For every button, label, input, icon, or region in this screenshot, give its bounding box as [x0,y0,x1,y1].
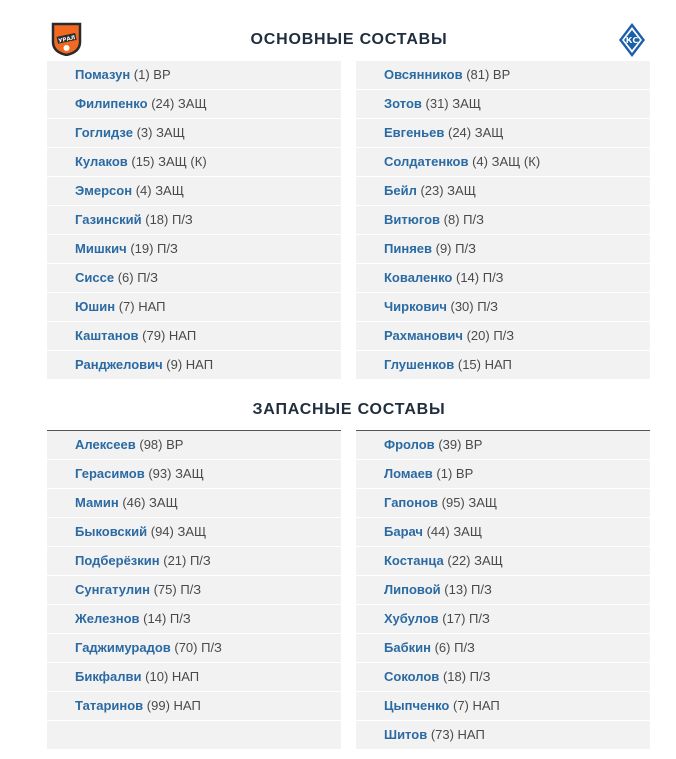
player-row [47,634,341,662]
player-number-position: (31) ЗАЩ [425,96,481,111]
player-number-position: (10) НАП [145,669,200,684]
player-row [356,518,650,546]
player-row [47,61,341,89]
player-row [47,605,341,633]
player-line [75,177,184,205]
player-row [47,721,341,749]
player-number-position: (79) НАП [142,328,197,343]
player-name-link[interactable]: Барач [384,524,423,539]
player-name-link[interactable]: Зотов [384,96,422,111]
player-row [356,264,650,292]
player-name-link[interactable]: Мамин [75,495,119,510]
player-name-link[interactable]: Подберёзкин [75,553,160,568]
player-row [356,460,650,488]
player-number-position: (1) ВР [133,67,171,82]
player-name-link[interactable]: Коваленко [384,270,453,285]
player-name-link[interactable]: Помазун [75,67,131,82]
player-line [384,206,484,234]
player-number-position: (75) П/З [153,582,202,597]
player-name-link[interactable]: Кулаков [75,154,128,169]
player-number-position: (13) П/З [444,582,492,597]
player-number-position: (44) ЗАЩ [426,524,483,539]
player-line [384,293,498,321]
player-row [356,605,650,633]
player-line [75,351,213,379]
player-number-position: (17) П/З [442,611,490,626]
ural-logo-text: УРАЛ [57,35,76,45]
player-line [384,547,503,575]
player-number-position: (4) ЗАЩ [135,183,184,198]
subs-left-list [47,430,341,750]
player-number-position: (95) ЗАЩ [441,495,498,510]
player-number-position: (24) ЗАЩ [448,125,504,140]
player-line [384,90,481,118]
player-line [384,351,512,379]
player-number-position: (15) НАП [457,357,512,372]
player-row [47,235,341,263]
player-number-position: (7) НАП [452,698,500,713]
player-row [47,351,341,379]
player-name-link[interactable]: Мишкич [75,241,127,256]
player-number-position: (73) НАП [430,727,485,742]
player-line [75,547,211,575]
player-line [75,235,178,263]
player-name-link[interactable]: Хубулов [384,611,439,626]
player-name-link[interactable]: Цыпченко [384,698,450,713]
player-number-position: (1) ВР [436,466,474,481]
player-name-link[interactable]: Чиркович [384,299,447,314]
player-number-position: (14) П/З [143,611,191,626]
player-line [384,460,473,488]
player-name-link[interactable]: Гаджимурадов [75,640,171,655]
player-line [75,518,206,546]
player-number-position: (39) ВР [438,437,483,452]
player-line [384,489,497,517]
player-line [75,90,207,118]
player-row [356,692,650,720]
player-row [47,489,341,517]
player-row [356,61,650,89]
player-name-link[interactable]: Герасимов [75,466,145,481]
player-row [356,547,650,575]
player-line [384,177,476,205]
player-number-position: (99) НАП [146,698,201,713]
player-number-position: (30) П/З [450,299,499,314]
player-number-position: (9) П/З [435,241,476,256]
player-line [75,692,201,720]
player-row [47,119,341,147]
player-row [47,430,341,459]
player-number-position: (19) П/З [130,241,178,256]
player-row [47,663,341,691]
player-row [47,518,341,546]
player-line [75,322,196,350]
player-name-link[interactable]: Быковский [75,524,148,539]
main-right-list [356,61,650,380]
player-name-link[interactable]: Рахманович [384,328,463,343]
player-row [356,235,650,263]
player-number-position: (6) П/З [117,270,159,285]
subs-lineups-title: ЗАПАСНЫЕ СОСТАВЫ [252,401,446,418]
player-line [75,264,158,292]
player-number-position: (81) ВР [466,67,511,82]
player-line [75,148,207,176]
player-line [75,605,191,633]
player-number-position: (14) П/З [456,270,504,285]
player-line [384,119,503,147]
player-number-position: (70) П/З [174,640,222,655]
player-name-link[interactable]: Бейл [384,183,417,198]
player-row [356,148,650,176]
player-line [384,235,476,263]
player-name-link[interactable]: Каштанов [75,328,139,343]
player-row [356,119,650,147]
player-line [75,460,204,488]
player-row [356,721,650,749]
player-number-position: (6) П/З [434,640,475,655]
player-name-link[interactable]: Филипенко [75,96,148,111]
player-line [75,634,222,662]
player-line [384,518,482,546]
player-name-link[interactable]: Железнов [75,611,140,626]
player-row [356,293,650,321]
player-line [384,605,490,633]
player-name-link[interactable]: Витюгов [384,212,441,227]
player-line [384,692,500,720]
player-line [384,264,504,292]
player-row [356,177,650,205]
player-number-position: (18) П/З [145,212,193,227]
player-row [356,663,650,691]
player-line [384,322,514,350]
player-name-link[interactable]: Соколов [384,669,440,684]
player-name-link[interactable]: Глушенков [384,357,455,372]
player-name-link[interactable]: Костанца [384,553,444,568]
player-number-position: (15) ЗАЩ (К) [131,154,207,169]
player-name-link[interactable]: Ломаев [384,466,433,481]
player-row [47,148,341,176]
player-name-link[interactable]: Алексеев [75,437,136,452]
player-name-link[interactable]: Газинский [75,212,142,227]
player-number-position: (23) ЗАЩ [420,183,476,198]
player-name-link[interactable]: Бикфалви [75,669,142,684]
player-line [384,148,540,176]
player-line [75,489,178,517]
player-line [75,431,183,459]
player-row [356,322,650,350]
player-name-link[interactable]: Пиняев [384,241,432,256]
player-line [384,431,482,459]
player-line [75,663,199,691]
player-name-link[interactable]: Сунгатулин [75,582,150,597]
player-row [356,90,650,118]
player-line [75,119,185,147]
player-line [384,61,510,89]
player-name-link[interactable]: Сиссе [75,270,115,285]
player-number-position: (3) ЗАЩ [136,125,185,140]
player-name-link[interactable]: Гапонов [384,495,439,510]
player-row [47,547,341,575]
player-number-position: (46) ЗАЩ [122,495,178,510]
player-number-position: (21) П/З [163,553,211,568]
player-number-position: (18) П/З [442,669,491,684]
player-name-link[interactable]: Юшин [75,299,116,314]
player-row [47,90,341,118]
subs-right-list [356,430,650,750]
player-row [47,322,341,350]
player-number-position: (98) ВР [139,437,184,452]
player-number-position: (22) ЗАЩ [447,553,503,568]
player-number-position: (9) НАП [166,357,214,372]
player-row [356,489,650,517]
player-line [384,721,485,749]
player-number-position: (4) ЗАЩ (К) [472,154,541,169]
main-left-list [47,61,341,380]
player-row [47,692,341,720]
player-number-position: (24) ЗАЩ [151,96,207,111]
player-line [75,576,201,604]
player-row [47,460,341,488]
main-lineups-title: ОСНОВНЫЕ СОСТАВЫ [250,31,448,48]
player-line [384,634,475,662]
krylia-logo-text: КС [625,36,639,45]
player-number-position: (20) П/З [466,328,515,343]
player-name-link[interactable]: Фролов [384,437,435,452]
player-name-link[interactable]: Шитов [384,727,428,742]
player-name-link[interactable]: Овсянников [384,67,463,82]
player-row [47,576,341,604]
player-line [384,576,492,604]
player-row [356,206,650,234]
player-row [47,206,341,234]
player-name-link[interactable]: Солдатенков [384,154,469,169]
player-line [384,663,490,691]
player-line [75,61,171,89]
player-line [75,206,193,234]
player-row [356,576,650,604]
player-name-link[interactable]: Ранджелович [75,357,163,372]
player-name-link[interactable]: Татаринов [75,698,144,713]
player-number-position: (93) ЗАЩ [148,466,204,481]
player-name-link[interactable]: Евгеньев [384,125,445,140]
player-name-link[interactable]: Бабкин [384,640,431,655]
player-number-position: (8) П/З [443,212,484,227]
player-name-link[interactable]: Липовой [384,582,441,597]
player-row [356,430,650,459]
player-row [47,293,341,321]
player-row [356,634,650,662]
player-number-position: (7) НАП [118,299,166,314]
player-row [47,264,341,292]
player-line [75,293,165,321]
player-number-position: (94) ЗАЩ [150,524,207,539]
player-name-link[interactable]: Эмерсон [75,183,133,198]
player-row [356,351,650,379]
player-name-link[interactable]: Гоглидзе [75,125,133,140]
player-row [47,177,341,205]
